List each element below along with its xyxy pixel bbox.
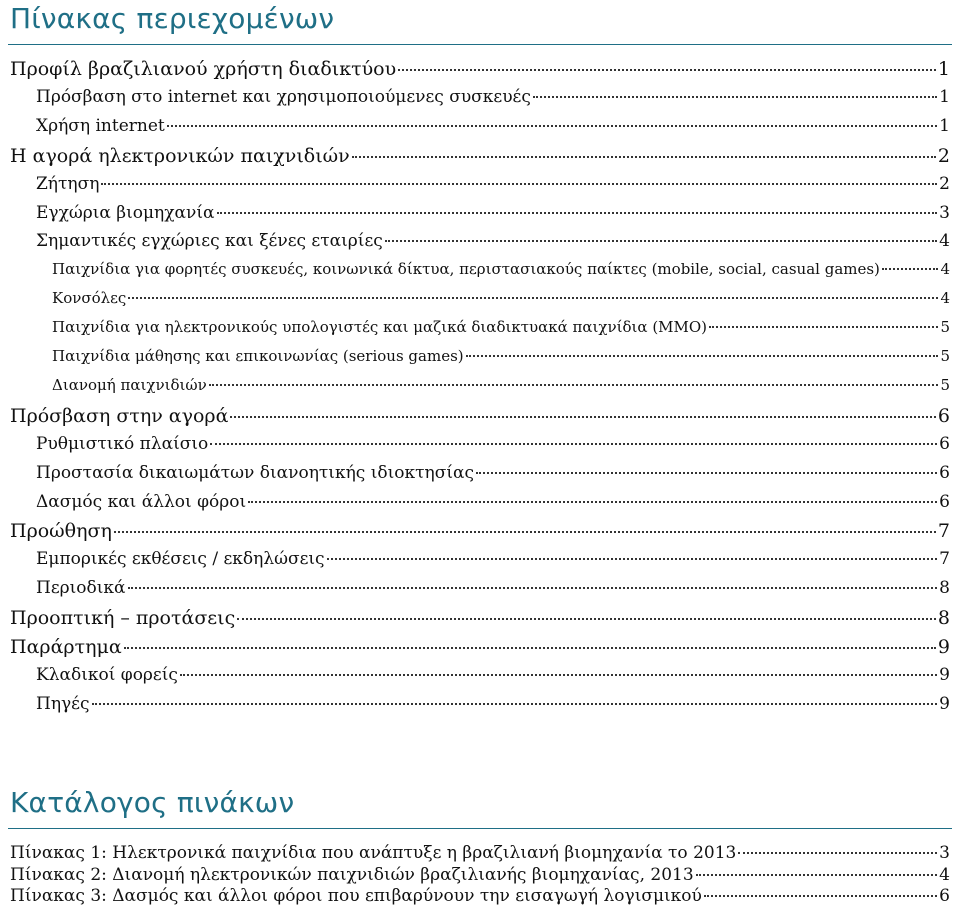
- toc-entry[interactable]: [10, 347, 950, 365]
- dot-leader: [352, 156, 936, 158]
- dot-leader: [209, 384, 939, 386]
- toc-entry-page: 9: [939, 664, 950, 685]
- dot-leader: [128, 587, 938, 589]
- toc-entry[interactable]: [10, 694, 950, 714]
- toc-entry-page: 5: [940, 318, 950, 337]
- tables-heading: Κατάλογος πινάκων: [10, 786, 295, 819]
- dot-leader: [248, 501, 937, 503]
- dot-leader: [696, 874, 938, 876]
- dot-leader: [327, 558, 938, 560]
- toc-entry[interactable]: [10, 58, 950, 80]
- toc-entry-title: Διανομή παιχνιδιών: [52, 375, 207, 394]
- toc-entry-page: 4: [940, 289, 950, 308]
- dot-leader: [114, 531, 936, 533]
- table-list-entry[interactable]: [10, 843, 950, 863]
- toc-entry-title: Προστασία δικαιωμάτων διανοητικής ιδιοκτησίας: [36, 462, 474, 483]
- toc-entry-title: Κλαδικοί φορείς: [36, 664, 178, 685]
- toc-entry-page: 1: [939, 115, 950, 136]
- toc-entry-page: 3: [939, 202, 950, 223]
- toc-entry[interactable]: [10, 318, 950, 336]
- toc-entry-title: Πρόσβαση στο internet και χρησιμοποιούμενες συσκευές: [36, 86, 531, 107]
- toc-entry-page: 7: [939, 549, 950, 570]
- toc-entry[interactable]: [10, 520, 950, 542]
- dot-leader: [128, 297, 938, 299]
- toc-entry[interactable]: [10, 665, 950, 685]
- toc-entry-title: Προοπτική – προτάσεις: [10, 607, 236, 630]
- toc-entry-page: 5: [940, 347, 950, 365]
- toc-entry-page: 6: [937, 404, 950, 427]
- toc-entry[interactable]: [10, 492, 950, 512]
- toc-entry[interactable]: [10, 636, 950, 658]
- table-list-title: Πίνακας 1: Ηλεκτρονικά παιχνίδια που ανάπτυξε η βραζιλιανή βιομηχανία το 2013: [10, 843, 737, 863]
- toc-entry-page: 1: [937, 58, 950, 80]
- toc-entry-title: Προώθηση: [10, 520, 112, 543]
- dot-leader: [398, 69, 936, 71]
- table-list-page: 4: [939, 864, 950, 885]
- toc-entry-title: Πηγές: [36, 693, 90, 714]
- toc-entry-page: 6: [939, 462, 950, 483]
- toc-entry[interactable]: [10, 434, 950, 454]
- dot-leader: [704, 895, 937, 897]
- toc-entry-title: Παιχνίδια μάθησης και επικοινωνίας (serious games): [52, 347, 464, 365]
- table-list-page: 6: [939, 886, 950, 906]
- toc-entry-page: 4: [940, 260, 950, 279]
- dot-leader: [466, 355, 939, 357]
- toc-entry[interactable]: [10, 231, 950, 251]
- toc-entry[interactable]: [10, 203, 950, 223]
- toc-entry-title: Κονσόλες: [52, 289, 127, 308]
- dot-leader: [180, 674, 937, 676]
- toc-entry[interactable]: [10, 463, 950, 483]
- toc-entry-page: 6: [939, 491, 950, 512]
- tables-heading-rule: [8, 828, 952, 829]
- toc-entry[interactable]: [10, 376, 950, 394]
- toc-entry[interactable]: [10, 145, 950, 167]
- dot-leader: [385, 240, 937, 242]
- toc-entry-title: Ρυθμιστικό πλαίσιο: [36, 433, 209, 454]
- toc-entry-page: 4: [939, 231, 950, 252]
- toc-entry-page: 5: [940, 375, 950, 394]
- toc-entry-page: 2: [937, 144, 950, 167]
- toc-entry-title: Εγχώρια βιομηχανία: [36, 202, 215, 223]
- dot-leader: [92, 703, 938, 705]
- toc-entry-title: Δασμός και άλλοι φόροι: [36, 491, 247, 512]
- toc-entry-title: Σημαντικές εγχώριες και ξένες εταιρίες: [36, 231, 383, 252]
- dot-leader: [738, 852, 937, 854]
- toc-entry[interactable]: [10, 289, 950, 307]
- dot-leader: [230, 416, 935, 418]
- toc-entry[interactable]: [10, 174, 950, 194]
- toc-entry[interactable]: [10, 116, 950, 136]
- table-list-title: Πίνακας 2: Διανομή ηλεκτρονικών παιχνιδιών βραζιλιανής βιομηχανίας, 2013: [10, 864, 694, 885]
- toc-entry-page: 6: [939, 433, 950, 454]
- toc-heading-rule: [8, 44, 952, 45]
- toc-entry-title: Περιοδικά: [36, 578, 126, 599]
- toc-entry[interactable]: [10, 260, 950, 278]
- dot-leader: [124, 647, 936, 649]
- toc-entry-page: 8: [937, 607, 950, 630]
- toc-entry[interactable]: [10, 578, 950, 598]
- dot-leader: [101, 183, 937, 185]
- dot-leader: [533, 96, 937, 98]
- toc-entry-page: 1: [939, 86, 950, 107]
- dot-leader: [237, 618, 936, 620]
- dot-leader: [217, 212, 938, 214]
- toc-entry-title: Παιχνίδια για ηλεκτρονικούς υπολογιστές και μαζικά διαδικτυακά παιχνίδια (MMO): [52, 318, 708, 337]
- toc-entry-title: Προφίλ βραζιλιανού χρήστη διαδικτύου: [10, 58, 397, 80]
- toc-entry-title: Παιχνίδια για φορητές συσκευές, κοινωνικά δίκτυα, περιστασιακούς παίκτες (mobile, social, casual games): [52, 260, 880, 279]
- toc-entry-title: Ζήτηση: [36, 173, 100, 194]
- toc-entry-page: 9: [937, 636, 950, 658]
- toc-entry-title: Η αγορά ηλεκτρονικών παιχνιδιών: [10, 144, 350, 167]
- toc-entry[interactable]: [10, 549, 950, 569]
- table-list-entry[interactable]: [10, 865, 950, 885]
- toc-entry-page: 9: [939, 693, 950, 714]
- toc-heading: Πίνακας περιεχομένων: [10, 2, 335, 35]
- toc-entry-title: Εμπορικές εκθέσεις / εκδηλώσεις: [36, 549, 325, 570]
- toc-entry-page: 7: [937, 520, 950, 543]
- table-list-entry[interactable]: [10, 886, 950, 906]
- toc-entry-title: Παράρτημα: [10, 636, 122, 658]
- toc-entry-page: 2: [939, 173, 950, 194]
- dot-leader: [709, 326, 938, 328]
- toc-entry[interactable]: [10, 405, 950, 427]
- toc-entry-title: Χρήση internet: [36, 115, 165, 136]
- table-list-page: 3: [939, 843, 950, 863]
- toc-entry-page: 8: [939, 578, 950, 599]
- dot-leader: [476, 472, 937, 474]
- table-list-title: Πίνακας 3: Δασμός και άλλοι φόροι που επιβαρύνουν την εισαγωγή λογισμικού: [10, 886, 702, 906]
- toc-entry[interactable]: [10, 607, 950, 629]
- dot-leader: [210, 443, 937, 445]
- dot-leader: [167, 125, 937, 127]
- toc-entry[interactable]: [10, 87, 950, 107]
- dot-leader: [882, 268, 939, 270]
- toc-entry-title: Πρόσβαση στην αγορά: [10, 404, 229, 427]
